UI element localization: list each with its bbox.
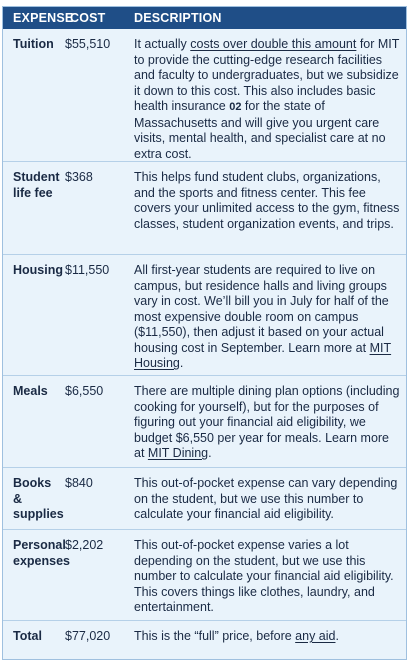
cost-cell: $368 — [65, 170, 93, 184]
description-text: . — [335, 629, 339, 643]
any-aid-link[interactable]: any aid — [295, 629, 336, 643]
description-text: . — [179, 356, 184, 370]
cost-cell: $6,550 — [65, 384, 104, 398]
mit-housing-link[interactable]: MIT Housing — [134, 340, 392, 370]
footnote-marker[interactable]: 02 — [229, 101, 242, 113]
expense-cell: Tuition — [13, 37, 54, 51]
cost-table — [2, 6, 407, 660]
header-description: DESCRIPTION — [134, 11, 222, 25]
cost-cell: $77,020 — [65, 629, 111, 643]
expense-cell: Meals — [13, 384, 48, 398]
header-expense: EXPENSE — [13, 11, 74, 25]
table-row-student-life-fee — [3, 162, 406, 255]
table-header — [3, 7, 406, 29]
description-text: There are multiple dining plan options (including cooking for yourself), but for the purposes of figuring out your financial aid eligibility, we budget $6,550 per year for meals. Learn more at — [134, 384, 400, 460]
cost-cell: $55,510 — [65, 37, 111, 51]
description-text: for MIT to provide the cutting-edge research facilities and faculty to undergraduates, but we subsidize it down to this cost. This also includes basic health insurance — [134, 37, 400, 113]
table-row-housing — [3, 255, 406, 376]
table-row-personal-expenses — [3, 530, 406, 621]
table-row-tuition — [3, 29, 406, 162]
description-cell: This out-of-pocket expense varies a lot depending on the student, but we use this number to calculate your financial aid eligibility. This covers things like clothes, laundry, and entertainment. — [134, 538, 394, 614]
description-text: for the state of Massachusetts and will give you urgent care visits, mental health, and specialist care at no extra cost. — [134, 99, 386, 161]
table-row-total — [3, 621, 406, 657]
expense-cell: Student life fee — [13, 170, 60, 200]
description-cell: This out-of-pocket expense can vary depending on the student, but we use this number to calculate your financial aid eligibility. — [134, 476, 398, 521]
expense-cell: Personal expenses — [13, 538, 70, 568]
mit-dining-link[interactable]: MIT Dining — [147, 446, 209, 460]
expense-cell: Books & supplies — [13, 476, 64, 521]
expense-cell: Housing — [13, 263, 63, 277]
costs-over-double-link[interactable]: costs over double this amount — [190, 37, 357, 51]
description-cell — [123, 29, 406, 161]
description-cell — [123, 621, 406, 657]
description-cell — [123, 376, 406, 467]
description-text: It actually — [134, 37, 191, 51]
cost-cell: $840 — [65, 476, 93, 490]
cost-cell: $11,550 — [65, 263, 110, 277]
description-cell — [123, 255, 406, 375]
description-cell: This helps fund student clubs, organizations, and the sports and fitness center. This fee covers your unlimited access to the gym, fitness classes, student organization events, and trips. — [134, 170, 400, 231]
expense-cell: Total — [13, 629, 42, 643]
table-row-meals — [3, 376, 406, 468]
cost-cell: $2,202 — [65, 538, 104, 552]
table-row-books-supplies — [3, 468, 406, 530]
description-text: All first-year students are required to live on campus, but residence halls and living groups vary in cost. We’ll bill you in July for half of the most expensive double room on campus ($11,550), then adjust it based on your actual housing cost in September. Learn more at — [134, 263, 389, 355]
description-text: This is the “full” price, before — [134, 629, 296, 643]
description-text: . — [208, 446, 212, 460]
header-cost: COST — [70, 11, 106, 25]
